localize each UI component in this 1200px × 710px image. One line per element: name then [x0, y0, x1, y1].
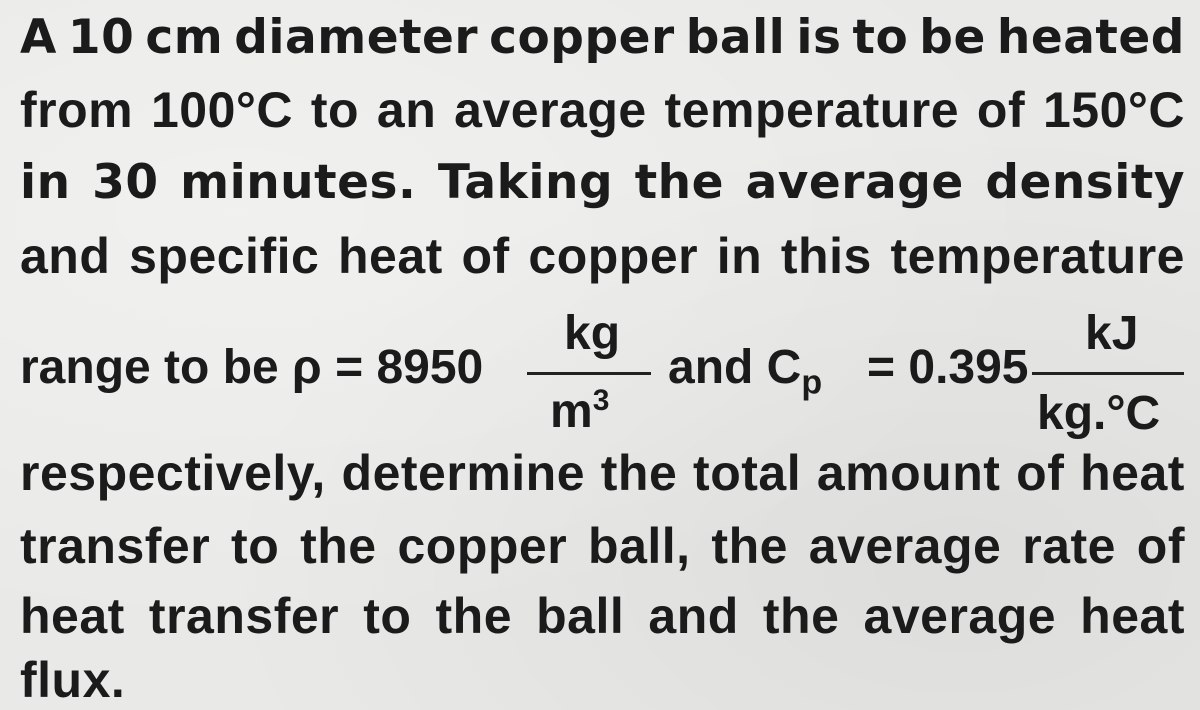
word: and	[648, 588, 739, 644]
word: the	[711, 518, 788, 574]
problem-line-8	[20, 588, 1185, 644]
word: transfer	[148, 588, 340, 644]
word: average	[745, 155, 964, 210]
word: and	[20, 228, 111, 284]
word: 150°C	[1042, 82, 1185, 138]
density-unit-numerator: kg	[564, 307, 621, 360]
word: rate	[1022, 518, 1116, 574]
word: of	[461, 228, 510, 284]
word: ball	[536, 588, 625, 644]
word: transfer	[20, 518, 211, 574]
word: determine	[341, 445, 586, 501]
density-unit-denominator: $m^3$	[550, 384, 610, 438]
word: 100°C	[150, 82, 293, 138]
word: heat	[338, 228, 443, 284]
formula-lead: range to be ρ = 8950	[20, 341, 484, 394]
word: 10	[67, 10, 135, 65]
formula-connector: and $C_p$	[668, 341, 823, 402]
word: be	[919, 10, 986, 65]
word: temperature	[664, 82, 960, 138]
cp-fraction-bar	[1032, 372, 1184, 375]
word: of	[1136, 518, 1185, 574]
cp-unit-denominator: kg.°C	[1037, 387, 1161, 440]
cp-subscript: p	[801, 363, 823, 402]
word: minutes.	[180, 155, 417, 210]
word: ball,	[588, 518, 691, 574]
word: copper	[489, 10, 675, 65]
word: density	[985, 155, 1185, 210]
word: ball	[685, 10, 786, 65]
word: in	[20, 155, 71, 210]
word: Taking	[437, 155, 614, 210]
word: average	[454, 82, 647, 138]
word: heat	[1080, 445, 1185, 501]
word: diameter	[234, 10, 479, 65]
word: to	[310, 82, 360, 138]
problem-line-6	[20, 445, 1185, 501]
word: specific	[129, 228, 320, 284]
word: average	[863, 588, 1057, 644]
word: of	[976, 82, 1026, 138]
word: an	[376, 82, 437, 138]
word: heat	[1080, 588, 1185, 644]
word: to	[231, 518, 280, 574]
word: flux.	[20, 652, 126, 708]
word: heat	[20, 588, 125, 644]
word: average	[808, 518, 1002, 574]
word: temperature	[890, 228, 1185, 284]
problem-line-9	[20, 652, 1185, 708]
word: A	[20, 10, 57, 65]
word: to	[852, 10, 909, 65]
problem-line-7	[20, 518, 1185, 574]
word: the	[300, 518, 377, 574]
cp-unit-numerator: kJ	[1085, 307, 1139, 360]
word: copper	[528, 228, 699, 284]
word: the	[435, 588, 513, 644]
word: the	[762, 588, 840, 644]
density-fraction-bar	[527, 372, 651, 375]
density-unit-exponent: 3	[592, 384, 610, 417]
problem-line-1	[20, 10, 1185, 66]
problem-line-3	[20, 155, 1185, 211]
problem-line-2	[20, 82, 1185, 138]
word: the	[634, 155, 724, 210]
word: this	[780, 228, 872, 284]
word: in	[716, 228, 763, 284]
word: to	[363, 588, 412, 644]
word: total	[693, 445, 802, 501]
word: respectively,	[20, 445, 326, 501]
cp-value: = 0.395	[867, 341, 1029, 394]
word: is	[796, 10, 842, 65]
word: cm	[145, 10, 224, 65]
word: the	[600, 445, 678, 501]
word: from	[20, 82, 134, 138]
word: heated	[996, 10, 1185, 65]
word: amount	[816, 445, 1001, 501]
problem-line-4	[20, 228, 1185, 284]
word: 30	[92, 155, 159, 210]
word: copper	[397, 518, 568, 574]
formula-line	[20, 300, 1190, 440]
word: of	[1016, 445, 1065, 501]
